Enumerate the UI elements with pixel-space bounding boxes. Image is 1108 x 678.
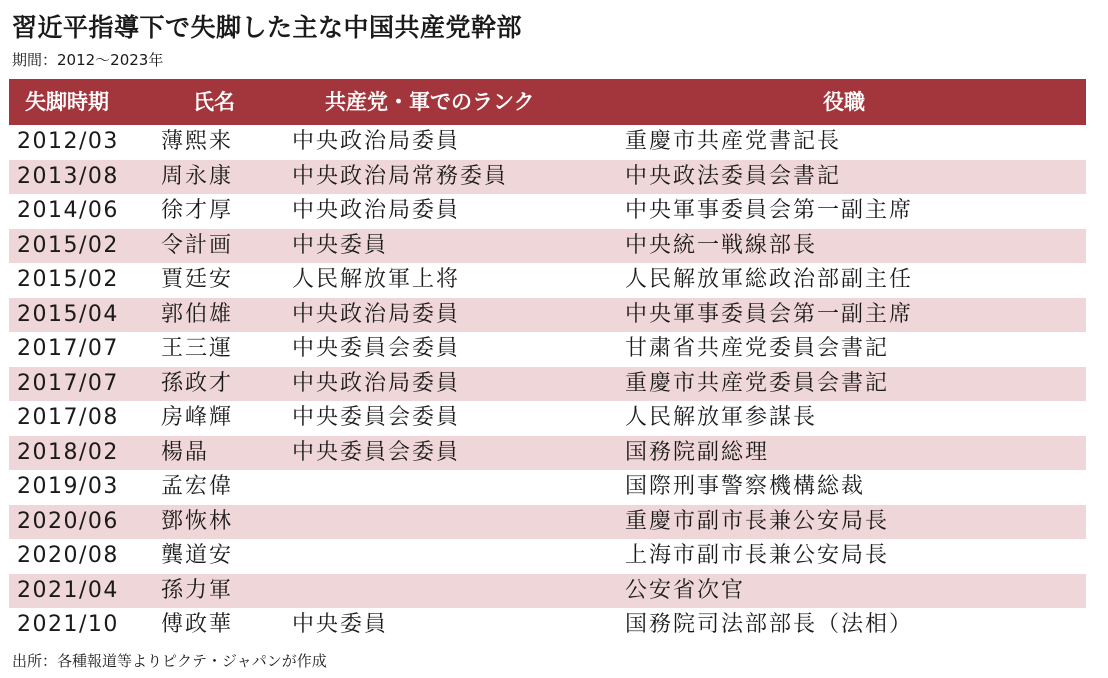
header-rank: 共産党・軍でのランク <box>325 90 535 114</box>
cell-position: 公安省次官 <box>625 577 746 603</box>
cell-name: 傅政華 <box>161 612 234 637</box>
cell-position: 中央軍事委員会第一副主席 <box>625 198 914 223</box>
table-row <box>9 436 1086 471</box>
cell-date: 2021/10 <box>17 612 119 637</box>
cell-rank: 中央委員会委員 <box>292 439 461 465</box>
cell-position: 中央軍事委員会第一副主席 <box>625 301 914 327</box>
cell-date: 2017/07 <box>17 370 119 396</box>
table-row <box>9 367 1086 402</box>
cell-name: 孫力軍 <box>161 577 234 603</box>
table-row <box>9 298 1086 333</box>
cell-rank: 人民解放軍上将 <box>292 267 461 292</box>
cell-position: 重慶市共産党委員会書記 <box>625 370 890 396</box>
cell-date: 2018/02 <box>17 439 119 465</box>
cell-date: 2021/04 <box>17 577 119 603</box>
cell-name: 郭伯雄 <box>161 301 234 327</box>
table-row <box>9 505 1086 540</box>
cell-date: 2013/08 <box>17 163 119 189</box>
cell-date: 2019/03 <box>17 474 119 499</box>
cell-date: 2017/08 <box>17 405 119 430</box>
header-date: 失脚時期 <box>25 90 109 114</box>
cell-name: 薄熙来 <box>161 129 234 154</box>
cell-rank: 中央委員 <box>292 232 389 258</box>
cell-name: 房峰輝 <box>161 405 234 430</box>
table-row <box>9 263 1086 298</box>
cell-date: 2012/03 <box>17 129 119 154</box>
table-row <box>9 608 1086 643</box>
cell-name: 王三運 <box>161 336 234 361</box>
cell-position: 重慶市副市長兼公安局長 <box>625 508 890 534</box>
cell-rank: 中央政治局委員 <box>292 129 461 154</box>
cell-position: 国務院副総理 <box>625 439 770 465</box>
cell-name: 周永康 <box>161 163 234 189</box>
cell-position: 人民解放軍総政治部副主任 <box>625 267 914 292</box>
cell-date: 2017/07 <box>17 336 119 361</box>
cell-position: 重慶市共産党書記長 <box>625 129 842 154</box>
header-name: 氏名 <box>193 90 235 114</box>
cell-name: 龔道安 <box>161 543 234 568</box>
cell-date: 2015/02 <box>17 267 119 292</box>
cell-date: 2015/04 <box>17 301 119 327</box>
table-row <box>9 401 1086 436</box>
table-row <box>9 574 1086 609</box>
cell-rank: 中央委員 <box>292 612 389 637</box>
period-subtitle: 期間：2012～2023年 <box>12 51 164 69</box>
table-row <box>9 470 1086 505</box>
source-note: 出所：各種報道等よりピクテ・ジャパンが作成 <box>12 652 327 670</box>
table-row <box>9 160 1086 195</box>
cell-name: 鄧恢林 <box>161 508 234 534</box>
cell-position: 中央統一戦線部長 <box>625 232 818 258</box>
cell-position: 国際刑事警察機構総裁 <box>625 474 866 499</box>
cell-position: 中央政法委員会書記 <box>625 163 842 189</box>
cell-date: 2020/06 <box>17 508 119 534</box>
table-row <box>9 125 1086 160</box>
cell-rank: 中央委員会委員 <box>292 336 461 361</box>
table-row <box>9 539 1086 574</box>
cell-name: 孟宏偉 <box>161 474 234 499</box>
cell-rank: 中央政治局委員 <box>292 198 461 223</box>
cell-name: 楊晶 <box>161 439 210 465</box>
officials-table <box>9 79 1086 643</box>
cell-name: 徐才厚 <box>161 198 234 223</box>
cell-rank: 中央政治局委員 <box>292 370 461 396</box>
cell-position: 人民解放軍参謀長 <box>625 405 818 430</box>
cell-rank: 中央政治局常務委員 <box>292 163 509 189</box>
table-body <box>9 125 1086 643</box>
cell-name: 孫政才 <box>161 370 234 396</box>
cell-rank: 中央政治局委員 <box>292 301 461 327</box>
table-row <box>9 194 1086 229</box>
cell-rank: 中央委員会委員 <box>292 405 461 430</box>
cell-position: 上海市副市長兼公安局長 <box>625 543 890 568</box>
cell-date: 2014/06 <box>17 198 119 223</box>
table-row <box>9 332 1086 367</box>
cell-date: 2020/08 <box>17 543 119 568</box>
table-row <box>9 229 1086 264</box>
cell-position: 甘粛省共産党委員会書記 <box>625 336 890 361</box>
cell-date: 2015/02 <box>17 232 119 258</box>
header-position: 役職 <box>823 90 865 114</box>
table-header <box>9 79 1086 125</box>
cell-position: 国務院司法部部長（法相） <box>625 612 914 637</box>
page-title: 習近平指導下で失脚した主な中国共産党幹部 <box>12 13 523 42</box>
cell-name: 賈廷安 <box>161 267 234 292</box>
cell-name: 令計画 <box>161 232 234 258</box>
